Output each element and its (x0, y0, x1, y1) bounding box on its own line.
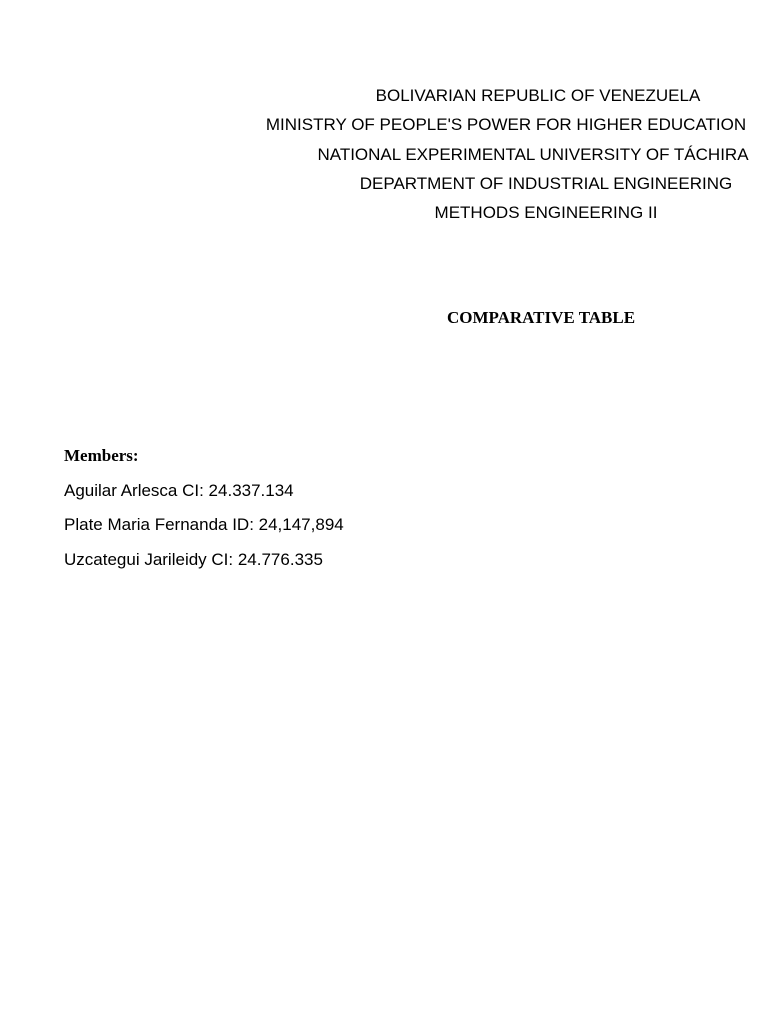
member-item: Uzcategui Jarileidy CI: 24.776.335 (64, 550, 323, 569)
header-line-country: BOLIVARIAN REPUBLIC OF VENEZUELA (375, 86, 701, 105)
member-item: Plate Maria Fernanda ID: 24,147,894 (64, 515, 344, 534)
header-line-department: DEPARTMENT OF INDUSTRIAL ENGINEERING (359, 174, 733, 193)
member-item: Aguilar Arlesca CI: 24.337.134 (64, 481, 294, 500)
document-title: COMPARATIVE TABLE (446, 308, 636, 327)
header-line-course: METHODS ENGINEERING II (434, 203, 658, 222)
header-line-university: NATIONAL EXPERIMENTAL UNIVERSITY OF TÁCHIRA (317, 145, 749, 164)
header-line-ministry: MINISTRY OF PEOPLE'S POWER FOR HIGHER EDUCATION (265, 115, 747, 134)
members-heading: Members: (64, 446, 139, 465)
